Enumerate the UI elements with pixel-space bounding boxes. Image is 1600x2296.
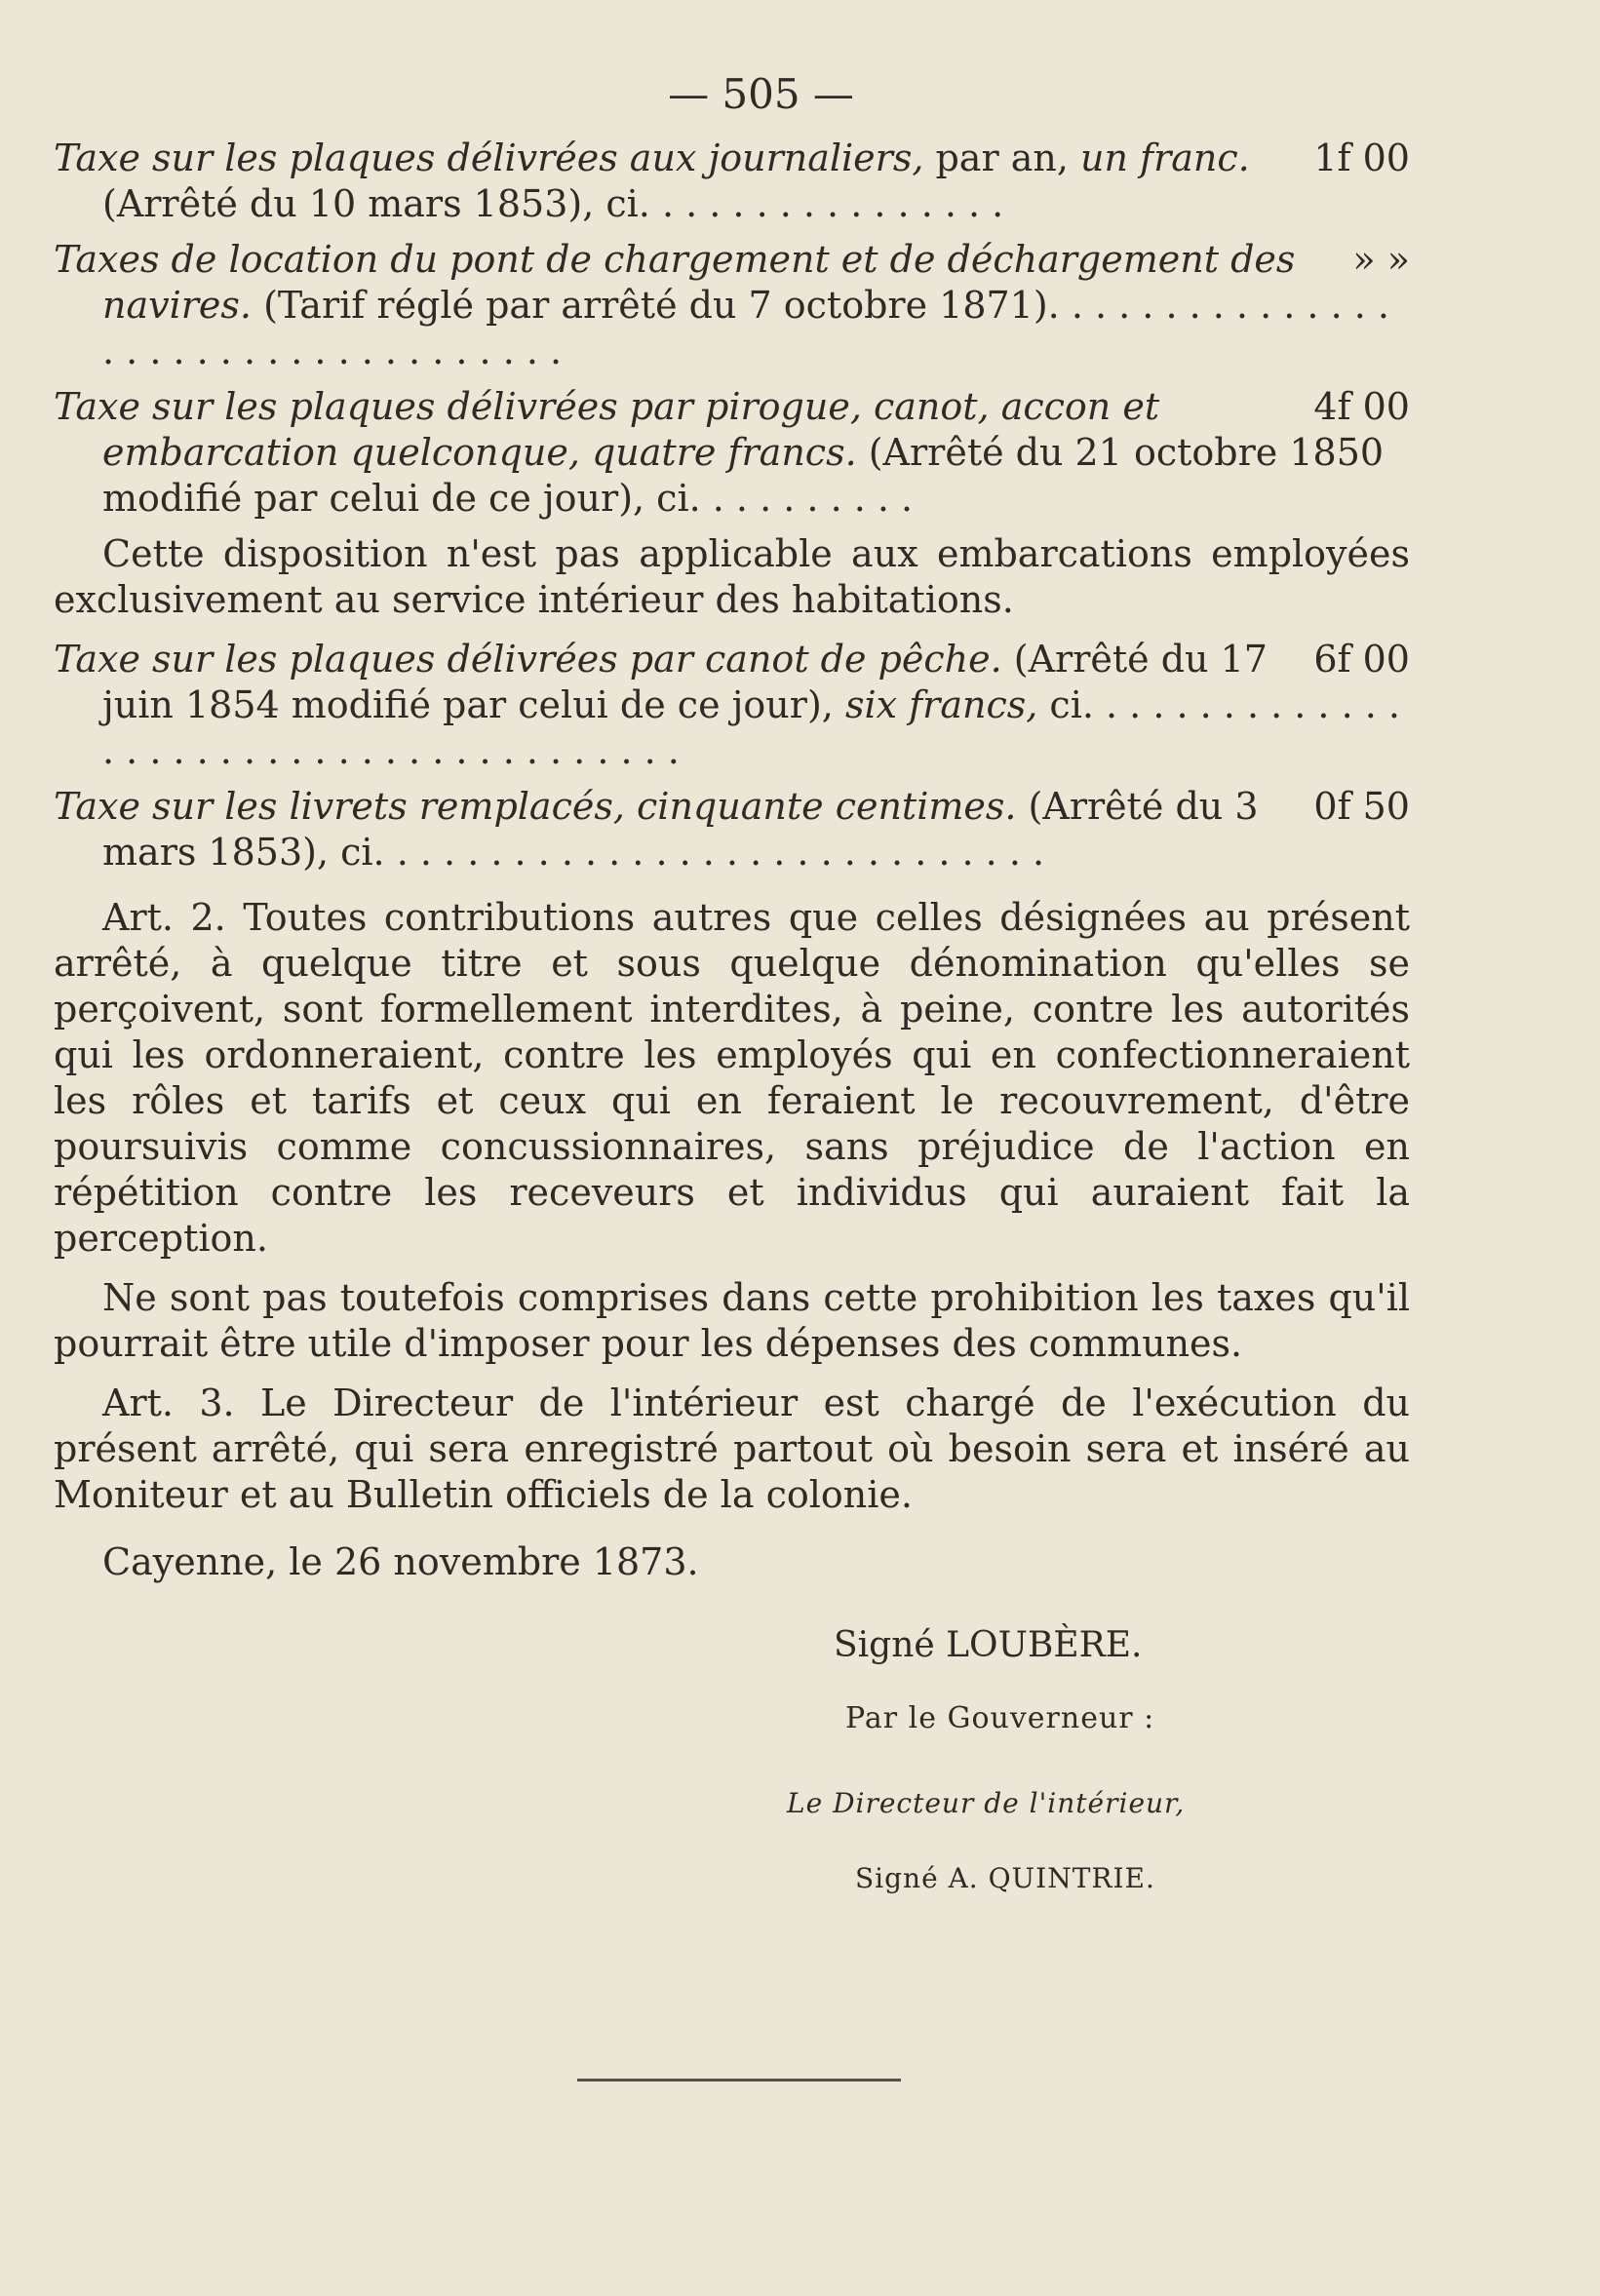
tax-title: Taxe sur les plaques délivrées par pirogue, canot, accon et embarcation quelconque, quatre francs. xyxy=(54,385,1160,474)
tax-title: Taxe sur les plaques délivrées par canot de pêche. xyxy=(54,638,1002,681)
tax-entry xyxy=(54,384,1410,522)
tax-text: (Arrêté du 21 octobre 1850 modifié par celui de ce jour), ci. . . . . . . . . . xyxy=(102,431,1385,520)
director-title: Le Directeur de l'intérieur, xyxy=(787,1787,1186,1819)
tax-title: Taxes de location du pont de chargement et de déchargement des navires. xyxy=(54,238,1296,327)
tax-entry xyxy=(54,784,1410,876)
director-signature: Signé A. QUINTRIE. xyxy=(855,1862,1155,1894)
tax-text: (Arrêté du 17 juin 1854 modifié par celui de ce jour), xyxy=(102,638,1268,726)
tax-amount: 4f 00 xyxy=(1313,385,1410,428)
tax-amount: 1f 00 xyxy=(1313,136,1410,179)
note-paragraph: Cette disposition n'est pas applicable aux embarcations employées exclusivement au service intérieur des habitations. xyxy=(54,532,1410,621)
tax-amount: 0f 50 xyxy=(1313,785,1410,828)
tax-reference: (Arrêté du 10 mars 1853), ci. . . . . . . . . . . . . . . . xyxy=(102,182,1004,225)
article-3: Art. 3. Le Directeur de l'intérieur est chargé de l'exécution du présent arrêté, qui sera enregistré partout où besoin sera et inséré au Moniteur et au Bulletin officiels de la colonie. xyxy=(54,1381,1410,1516)
governor-signature: Signé LOUBÈRE. xyxy=(834,1625,1143,1665)
tax-title: Taxe sur les plaques délivrées aux journaliers, xyxy=(54,136,924,179)
tax-reference: ci. . . . . . . . . . . . . . . . . . . . . . . . . . . . . . . . . . . . . . . xyxy=(102,683,1400,772)
tax-title: Taxe sur les livrets remplacés, cinquante centimes. xyxy=(54,785,1017,828)
article-2: Art. 2. Toutes contributions autres que celles désignées au présent arrêté, à quelque titre et sous quelque dénomination qu'elles se perçoivent, sont formellement interdites, à peine, contre les autorités qui les ordonneraient, contre les employés qui en confectionneraient les rôles et tarifs et ceux qui en feraient le recouvrement, d'être poursuivis comme concussionnaires, sans préjudice de l'action en répétition contre les receveurs et individus qui auraient fait la perception. xyxy=(54,896,1410,1260)
article-2-continuation: Ne sont pas toutefois comprises dans cette prohibition les taxes qu'il pourrait être utile d'imposer pour les dépenses des communes. xyxy=(54,1276,1410,1365)
tax-entry xyxy=(54,136,1410,227)
closing-rule xyxy=(577,2079,901,2082)
tax-text: par an, xyxy=(923,136,1080,179)
tax-text: (Arrêté du 3 mars 1853), ci. . . . . . . . . . . . . . . . . . . . . . . . . . . . . xyxy=(102,785,1259,874)
page-body xyxy=(54,136,1410,1901)
tax-amount: » » xyxy=(1352,238,1410,281)
tax-text: (Tarif réglé par arrêté du 7 octobre 1871). . . . . . . . . . . . . . . . . . . . . . . . . . . . . . . . . . . xyxy=(102,284,1389,372)
by-governor: Par le Gouverneur : xyxy=(845,1701,1155,1735)
tax-rate: un franc. xyxy=(1080,136,1250,179)
page-number: — 505 — xyxy=(668,70,854,118)
place-date: Cayenne, le 26 novembre 1873. xyxy=(102,1540,699,1583)
tax-entry xyxy=(54,237,1410,374)
tax-entry xyxy=(54,637,1410,774)
tax-amount: 6f 00 xyxy=(1313,638,1410,681)
tax-rate: six francs, xyxy=(844,683,1038,726)
